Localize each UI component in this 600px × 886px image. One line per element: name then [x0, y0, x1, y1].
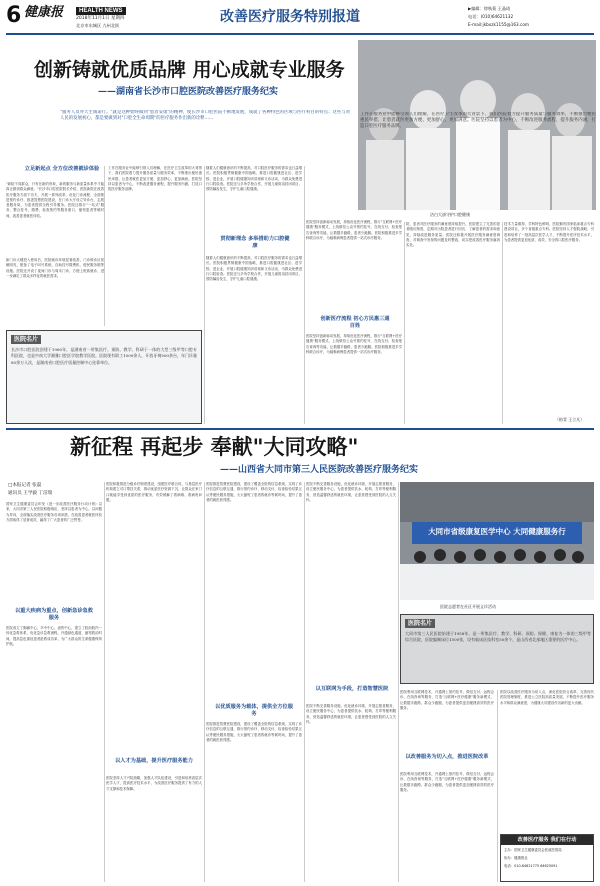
article2-col3-text2: 医院推进智慧医院建设，建设了覆盖全院的信息系统，实现了诊疗信息的互联互通，推行预约诊疗、移动支付、检查检验结果互认等便民服务措施，大大缩短了患者的就诊等候时间，提升了患者的就医获得感。 — [206, 722, 302, 742]
article2-col4-text: 医院不断完善服务设施，优化就诊环境，开展志愿者服务，设立便民服务中心，为患者提供饮水、轮椅、打印等便利服务，营造温馨舒适的就医环境，让患者感受到医院的人文关怀。 — [306, 482, 396, 502]
article2-byline-2: 通讯员 王学毅 丁洁瑞 — [8, 491, 53, 496]
header-rule — [6, 33, 594, 35]
article1-col6-text: 技术力量雄厚，学科特色鲜明，医院拥有国家临床重点专科建设项目，多个省级重点专科。医院坚持人才强院战略，引进和培养了一批高层次医学人才，不断提升医疗技术水平，为患者提供更加优质、高效、安全的口腔医疗服务。 — [504, 222, 594, 242]
article2-byline-1: □本报记者 张磊 — [8, 483, 42, 488]
article2-col5-text: 医院利用互联网技术，开通网上预约挂号、微信支付、远程会诊、在线咨询等服务，打造"互联网+医疗健康"服务新模式，让数据多跑路、群众少跑腿，为患者提供更加便捷高效的医疗服务。 — [400, 690, 494, 710]
col-rule — [404, 222, 405, 424]
article2-subheadline: ——山西省大同市第三人民医院改善医疗服务纪实 — [220, 465, 419, 475]
section-divider — [6, 428, 594, 430]
issue-date: 2018年11月1日 星期四 — [76, 16, 125, 21]
col-rule — [497, 690, 498, 882]
col-rule — [502, 222, 503, 424]
article1-lead-right: 工作在服务业中能够引领人们理解，在医疗卫生改革的大背景下，我们医院着力提升服务质量与服务效率，不断推出便民惠民举措，让患者就医更加方便、更加舒心、更加满意。医院坚持以患者为中心，不断改进服务流程，提升服务内涵，打造口腔医疗服务品牌。 — [360, 112, 596, 130]
article1-subheadline: ——湖南省长沙市口腔医院改善医疗服务纪实 — [98, 87, 279, 97]
paper-name: 健康报 — [24, 5, 64, 20]
english-name: HEALTH NEWS — [76, 7, 126, 15]
address: 北京市东城区 九州北街 — [76, 23, 120, 28]
col-rule — [104, 166, 105, 326]
hospital-card — [6, 330, 202, 424]
email-line: E-mail:jkbxzk1155@163.com — [468, 22, 529, 27]
article1-col1-subhead: 立足新起点 全方位改善就诊体验 — [24, 166, 100, 172]
page-number: 6 — [6, 3, 22, 28]
article1-col3-text-top: 随着人们健康意识的不断提高，对口腔医疗服务的需求也日益增长。医院积极贯彻健康中国战略，推进口腔健康进社区、进学校、进企业，开展口腔健康知识讲座和义诊活动，为群众免费进行口腔检查。医院还与多所学校合作，开展儿童窝沟封闭项目，预防龋齿发生，守护儿童口腔健康。 — [206, 166, 302, 192]
article2-headline: 新征程 再起步 奉献"大同攻略" — [70, 435, 359, 459]
article2-col1-text2: 医院成立了胸痛中心、卒中中心、创伤中心，建立了院前院内一体化急救体系，优化急诊急救流程，开通绿色通道，缩短救治时间，提高急危重症患者抢救成功率，为广大群众的生命健康保驾护航。 — [6, 626, 102, 646]
group-photo-illustration — [400, 482, 594, 600]
article2-photo-caption: 医院志愿者在社区开展义诊活动 — [440, 604, 496, 609]
article2-col6-text: 医院以改善医疗服务为切入点，深化医院综合改革，完善现代医院管理制度，推进公立医院高质量发展，不断提升医疗服务水平和群众满意度，为健康大同建设作出新的更大贡献。 — [500, 690, 594, 705]
hospital-card-2 — [400, 614, 594, 684]
article1-col4-text-top: 医院坚持创新驱动发展，持续优化医疗流程，推行"互联网+医疗健康"服务模式，上线微信公众号预约挂号、在线支付、检查报告查询等功能，让数据多跑路，患者少跑腿。医院积极推进多学科联合诊疗，为疑难病例患者提供一站式诊疗服务。 — [306, 220, 402, 240]
article1-col3-subhead: 贯彻新理念 多举措助力口腔健康 — [220, 236, 290, 249]
campaign-box — [500, 834, 594, 882]
hospital-card-2-label: 医院名片 — [405, 619, 435, 628]
section-title: 改善医疗服务特别报道 — [220, 9, 360, 25]
col-rule — [204, 166, 205, 424]
phone-line: 电话：(010)64621132 — [468, 14, 514, 19]
article1-col3-text: 随着人们健康意识的不断提高，对口腔医疗服务的需求也日益增长。医院积极贯彻健康中国战略，推进口腔健康进社区、进学校、进企业，开展口腔健康知识讲座和义诊活动，为群众免费进行口腔检查。医院还与多所学校合作，开展儿童窝沟封闭项目，预防龋齿发生，守护儿童口腔健康。 — [206, 256, 302, 282]
article2-col4-text2: 医院不断完善服务设施，优化就诊环境，开展志愿者服务，设立便民服务中心，为患者提供饮水、轮椅、打印等便利服务，营造温馨舒适的就医环境，让患者感受到医院的人文关怀。 — [306, 704, 396, 724]
article1-col5-text: 院，患者对医疗服务的满意度持续提升。医院建立了完善的患者随访制度，定期对出院患者进行回访，了解患者的需求和意见，持续改进服务质量。医院还积极开展医疗服务满意度调查，对调查中发现的问题及时整改，切实把改善医疗服务落到实处。 — [406, 222, 500, 248]
article1-col2-text: 工作在服务业中能够引领人们理解，在医疗卫生改革的大背景下，我们医院着力提升服务质量与服务效率，不断推出便民惠民举措，让患者就医更加方便、更加舒心、更加满意。医院坚持以患者为中心，不断改进服务流程，提升服务内涵，打造口腔医疗服务品牌。 — [108, 166, 202, 192]
hospital-card-2-text: 大同市第三人民医院始建于1958年，是一所集医疗、教学、科研、预防、保健、康复为一体的三级甲等综合医院，医院编制床位1500张，设有临床医技科室50余个，是山西省北部地区重要的医疗中心。 — [405, 631, 591, 643]
editor-line: ▶编辑：徐秋菊 王晶琦 — [468, 6, 511, 11]
article2-col3-text: 医院推进智慧医院建设，建设了覆盖全院的信息系统，实现了诊疗信息的互联互通，推行预约诊疗、移动支付、检查检验结果互认等便民服务措施，大大缩短了患者的就诊等候时间，提升了患者的就医获得感。 — [206, 482, 302, 502]
campaign-box-line1: 主办：国家卫生健康委员会医政医管局 — [504, 848, 562, 852]
col-rule — [104, 482, 105, 882]
article2-col2-text: 医院积极推进分级诊疗制度建设，组建医疗联合体，与基层医疗机构建立对口帮扶关系，推动优质医疗资源下沉，让群众在家门口就能享受到优质的医疗服务，有效缓解了看病难、看病贵问题。 — [106, 482, 202, 502]
article1-headline: 创新铸就优质品牌 用心成就专业服务 — [34, 59, 345, 81]
hospital-card-text: 长沙市口腔医院创建于1960年，是湖南省一所集医疗、预防、教学、科研于一体的大型三级甲等口腔专科医院，也是中南大学湘雅口腔医学院教学医院。医院现有职工1000余人，开放牙椅500余台，年门诊量80余万人次，是湖南省口腔医疗质量控制中心挂靠单位。 — [11, 347, 197, 365]
article1-col1-text2: 新门诊大楼投入使用后，医院就诊环境显著改善，门诊候诊区宽敞明亮，配备了电子叫号系统、自助挂号缴费机、便民服务箱等设施。医院还开设了夜间门诊与周末门诊，方便上班族就诊，进一步满足了群众多样化的就医需求。 — [6, 258, 104, 278]
article2-col1-subhead: 以重大疾病为重点，创新急诊急救服务 — [15, 608, 93, 621]
campaign-box-line3: 电话：010-64621775 64625091 — [504, 864, 558, 868]
campaign-box-line2: 协办：健康报社 — [504, 856, 528, 860]
article2-col5-subhead: 以改善服务为切入点，推进医院改革 — [405, 754, 489, 760]
article2-col2-text2: 医院坚持人才兴院战略，加强人才队伍建设，引进和培养高层次医学人才，提高医疗技术水平，为改善医疗服务提供了有力的人才支撑和技术保障。 — [106, 776, 202, 791]
article2-col5-text2: 医院利用互联网技术，开通网上预约挂号、微信支付、远程会诊、在线咨询等服务，打造"互联网+医疗健康"服务新模式，让数据多跑路、群众少跑腿，为患者提供更加便捷高效的医疗服务。 — [400, 772, 494, 792]
article1-lead: "服务人员亦天生诚诺行。"就是这种始终做到"患者安康"的精神，使长沙市口腔医院不断地发展，成就了各种特色的区域与医疗科目的特点；这些与对人民的发展初心，都是要做到对"口腔全生命周期"的医疗服务作出新的诠释…… — [60, 110, 350, 122]
col-rule — [304, 482, 305, 882]
article2-col1-text: 国家卫生健康委员会印发《进一步改善医疗服务行动计划》以来，大同市第三人民医院积极响应，坚持以患者为中心，以问题为导向，全面落实改善医疗服务各项举措，在改善患者就医体验方面取得了显著成效，赢得了广大患者的广泛赞誉。 — [6, 502, 102, 522]
col-rule — [204, 482, 205, 882]
article1-col1-text: "新院不同群众，只有在新的形象，新的服务与新质量体系中才能真正做到群众满意。"长沙市口腔医院院长介绍，医院新院在改善医疗服务方面下功夫，开展一系列改革，优化门诊流程，全面推进预约诊疗，推进智慧医院建设，在门诊大厅设立导诊台、志愿者服务岗，为患者提供全程引导服务。医院还推行"一站式"服务，整合挂号、缴费、检查预约等服务窗口，缩短患者等候时间，改善患者就医体验。 — [6, 182, 104, 218]
photo-banner-text: 大同市省级康复医学中心 大同健康服务行 — [428, 527, 566, 536]
article2-col4-subhead: 以互联网为手段，打造智慧医院 — [315, 686, 389, 692]
hospital-card-label: 医院名片 — [11, 335, 41, 344]
col-rule — [304, 166, 305, 424]
article1-byline: （柏青 王立凡） — [555, 417, 585, 422]
article2-photo — [400, 482, 594, 600]
col-rule — [398, 482, 399, 882]
masthead — [6, 4, 202, 32]
article1-col4-text: 医院坚持创新驱动发展，持续优化医疗流程，推行"互联网+医疗健康"服务模式，上线微信公众号预约挂号、在线支付、检查报告查询等功能，让数据多跑路，患者少跑腿。医院积极推进多学科联合诊疗，为疑难病例患者提供一站式诊疗服务。 — [306, 334, 402, 354]
article1-col4-subhead: 创新医疗流程 初心方民惠三通百姓 — [320, 316, 390, 329]
campaign-box-title: 改善医疗服务 我们在行动 — [501, 835, 593, 845]
article1-photo-caption: 洁白大褂守护口腔健康 — [430, 212, 470, 217]
article2-col2-subhead: 以人才为基础，提升医疗服务能力 — [115, 758, 193, 764]
article2-col3-subhead: 以优质服务为载体，提供全方位服务 — [215, 704, 293, 717]
